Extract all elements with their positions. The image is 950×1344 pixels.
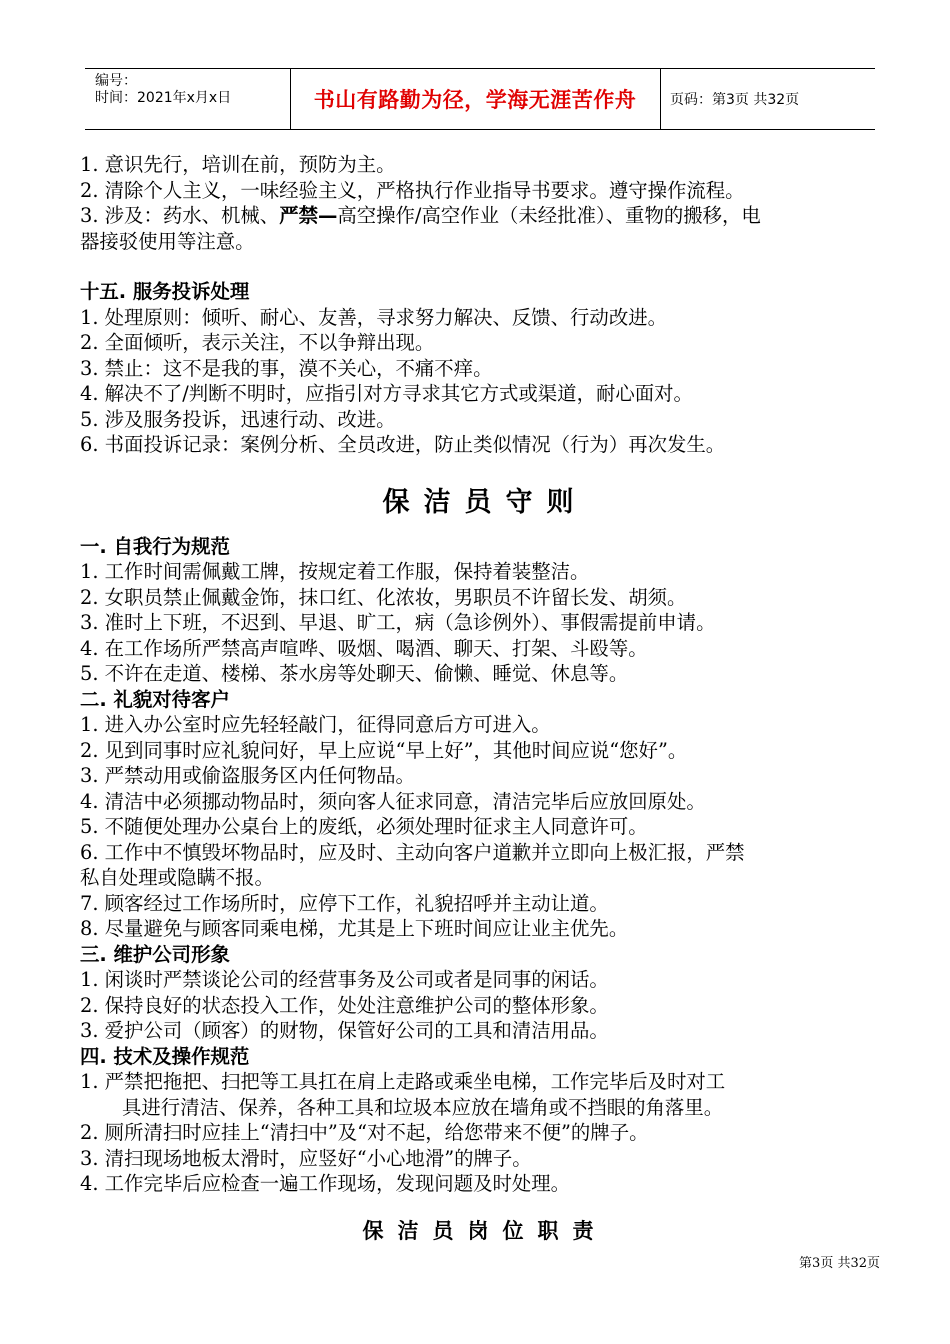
list-item-continuation: 器接驳使用等注意。: [80, 229, 255, 253]
list-item: [80, 203, 890, 229]
list-item: 1. 工作时间需佩戴工牌，按规定着工作服，保持着装整洁。: [80, 560, 590, 583]
list-item: 2. 厕所清扫时应挂上“清扫中”及“对不起，给您带来不便”的牌子。: [80, 1121, 649, 1144]
list-item: 6. 书面投诉记录：案例分析、全员改进，防止类似情况（行为）再次发生。: [80, 433, 726, 456]
document-body: [80, 152, 890, 1245]
list-item: 3. 清扫现场地板太滑时，应竖好“小心地滑”的牌子。: [80, 1146, 532, 1170]
page-footer: 第3页 共32页: [799, 1256, 880, 1271]
header-meta: [85, 69, 291, 129]
list-item: 2. 全面倾听，表示关注，不以争辩出现。: [80, 331, 435, 354]
list-item: 1. 进入办公室时应先轻轻敲门，征得同意后方可进入。: [80, 713, 551, 736]
header-motto-cell: [290, 69, 661, 129]
list-item: 2. 保持良好的状态投入工作，处处注意维护公司的整体形象。: [80, 993, 609, 1017]
list-item: 2. 见到同事时应礼貌问好，早上应说“早上好”，其他时间应说“您好”。: [80, 738, 688, 762]
list-item-text: 高空操作/高空作业（未经批准）、重物的搬移，电: [337, 204, 761, 227]
list-item-text: 3. 涉及：药水、机械、: [80, 204, 280, 227]
page-header: [85, 68, 875, 130]
list-item: 6. 工作中不慎毁坏物品时，应及时、主动向客户道歉并立即向上极汇报，严禁: [80, 840, 745, 864]
list-item: 4. 在工作场所严禁高声喧哗、吸烟、喝酒、聊天、打架、斗殴等。: [80, 636, 648, 660]
list-item-continuation: 具进行清洁、保养，各种工具和垃圾本应放在墙角或不挡眼的角落里。: [122, 1095, 724, 1119]
list-item: 4. 解决不了/判断不明时，应指引对方寻求其它方式或渠道，耐心面对。: [80, 382, 693, 405]
header-page-label: 页码：第3页 共32页: [670, 92, 800, 108]
duties-title: 保洁员岗位职责: [362, 1218, 608, 1243]
rules-title: 保洁员守则: [382, 486, 588, 518]
list-item: 8. 尽量避免与顾客同乘电梯，尤其是上下班时间应让业主优先。: [80, 917, 629, 940]
list-item: 1. 处理原则：倾听、耐心、友善，寻求努力解决、反馈、行动改进。: [80, 305, 667, 329]
list-item: 5. 不随便处理办公桌台上的废纸，必须处理时征求主人同意许可。: [80, 815, 648, 838]
list-item: 4. 清洁中必须挪动物品时，须向客人征求同意，清洁完毕后应放回原处。: [80, 789, 706, 813]
list-item: 3. 爱护公司（顾客）的财物，保管好公司的工具和清洁用品。: [80, 1019, 609, 1042]
header-motto: 书山有路勤为径，学海无涯苦作舟: [313, 88, 637, 112]
section-heading: 一. 自我行为规范: [80, 534, 230, 558]
header-number-label: 编号：: [95, 73, 137, 89]
list-item: 3. 严禁动用或偷盗服务区内任何物品。: [80, 764, 415, 787]
section-heading: 十五. 服务投诉处理: [80, 280, 250, 303]
section-heading: 四. 技术及操作规范: [80, 1044, 250, 1068]
section-heading: 二. 礼貌对待客户: [80, 687, 230, 711]
list-item: 4. 工作完毕后应检查一遍工作现场，发现问题及时处理。: [80, 1172, 571, 1195]
list-item: 1. 严禁把拖把、扫把等工具扛在肩上走路或乘坐电梯，工作完毕后及时对工: [80, 1070, 726, 1093]
list-item: 7. 顾客经过工作场所时，应停下工作，礼貌招呼并主动让道。: [80, 891, 609, 915]
header-time-label: 时间：2021年x月x日: [95, 90, 232, 106]
list-item: 3. 禁止：这不是我的事，漠不关心，不痛不痒。: [80, 356, 493, 380]
list-item-emphasis: 严禁—: [279, 204, 338, 227]
list-item: 3. 准时上下班，不迟到、早退、旷工，病（急诊例外）、事假需提前申请。: [80, 611, 716, 634]
list-item: 5. 涉及服务投诉，迅速行动、改进。: [80, 407, 396, 431]
list-item: 1. 意识先行，培训在前，预防为主。: [80, 153, 396, 176]
list-item: 2. 清除个人主义，一味经验主义，严格执行作业指导书要求。遵守操作流程。: [80, 178, 745, 202]
list-item: 5. 不许在走道、楼梯、茶水房等处聊天、偷懒、睡觉、休息等。: [80, 662, 629, 685]
section-heading: 三. 维护公司形象: [80, 942, 230, 966]
list-item-continuation: 私自处理或隐瞒不报。: [80, 866, 274, 889]
list-item: 1. 闲谈时严禁谈论公司的经营事务及公司或者是同事的闲话。: [80, 968, 609, 991]
list-item: 2. 女职员禁止佩戴金饰，抹口红、化浓妆，男职员不许留长发、胡须。: [80, 585, 687, 609]
